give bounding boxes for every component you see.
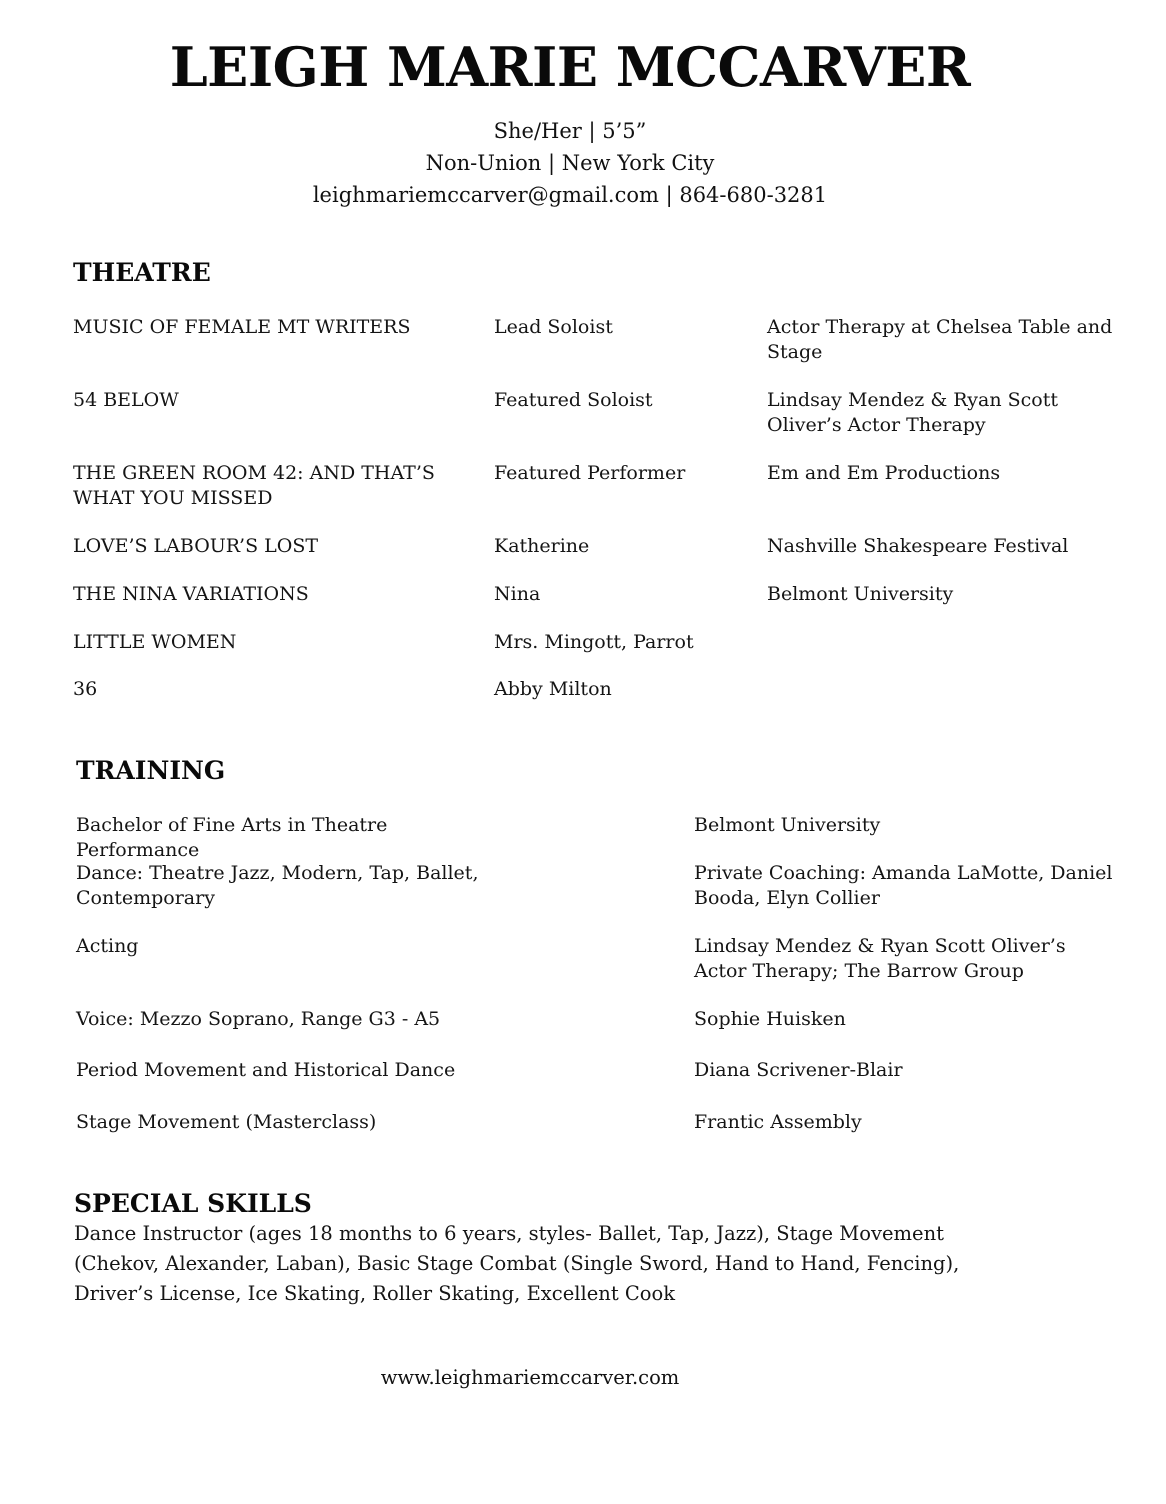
skills-heading: SPECIAL SKILLS [74, 1189, 312, 1218]
theatre-role: Mrs. Mingott, Parrot [494, 631, 694, 653]
theatre-company: Nashville Shakespeare Festival [767, 535, 1069, 557]
training-subject: Acting [76, 935, 139, 957]
pronouns-height: She/Her | 5’5” [493, 119, 647, 143]
theatre-role: Featured Performer [494, 462, 686, 484]
training-teacher: Lindsay Mendez & Ryan Scott Oliver’s Actor Therapy; The Barrow Group [694, 935, 1066, 982]
theatre-role: Abby Milton [494, 678, 612, 700]
theatre-role: Katherine [494, 535, 590, 557]
training-teacher: Diana Scrivener-Blair [694, 1059, 903, 1081]
theatre-title: THE NINA VARIATIONS [73, 583, 309, 605]
training-subject: Period Movement and Historical Dance [76, 1059, 456, 1081]
training-teacher: Frantic Assembly [694, 1111, 862, 1133]
training-subject: Stage Movement (Masterclass) [76, 1111, 377, 1133]
theatre-company: Lindsay Mendez & Ryan Scott Oliver’s Actor Therapy [767, 389, 1058, 436]
theatre-title: MUSIC OF FEMALE MT WRITERS [73, 316, 411, 338]
theatre-role: Featured Soloist [494, 389, 653, 411]
theatre-role: Nina [494, 583, 541, 605]
resume-name: LEIGH MARIE MCCARVER [169, 35, 971, 99]
website-link[interactable]: www.leighmariemccarver.com [380, 1366, 680, 1389]
theatre-title: THE GREEN ROOM 42: AND THAT’S WHAT YOU MISSED [73, 462, 435, 509]
theatre-company: Actor Therapy at Chelsea Table and Stage [767, 316, 1113, 363]
union-location: Non-Union | New York City [425, 151, 715, 175]
training-subject: Dance: Theatre Jazz, Modern, Tap, Ballet, Contemporary [76, 862, 479, 909]
theatre-title: LITTLE WOMEN [73, 631, 237, 653]
theatre-heading: THEATRE [73, 258, 211, 287]
training-heading: TRAINING [76, 756, 226, 785]
theatre-title: 36 [73, 678, 98, 700]
email-phone: leighmariemccarver@gmail.com | 864-680-3281 [312, 183, 828, 207]
theatre-company: Em and Em Productions [767, 462, 1001, 484]
theatre-title: 54 BELOW [73, 389, 179, 411]
theatre-title: LOVE’S LABOUR’S LOST [73, 535, 319, 557]
theatre-role: Lead Soloist [494, 316, 613, 338]
training-subject: Voice: Mezzo Soprano, Range G3 - A5 [76, 1008, 441, 1030]
training-teacher: Belmont University [694, 814, 881, 836]
training-teacher: Private Coaching: Amanda LaMotte, Daniel Booda, Elyn Collier [694, 862, 1113, 909]
training-teacher: Sophie Huisken [694, 1008, 846, 1030]
training-subject: Bachelor of Fine Arts in Theatre Performance [76, 814, 388, 861]
theatre-company: Belmont University [767, 583, 954, 605]
skills-text: Dance Instructor (ages 18 months to 6 years, styles- Ballet, Tap, Jazz), Stage Movement (Chekov, Alexander, Laban), Basic Stage Combat (Single Sword, Hand to Hand, Fencing), Driver’s License, Ice Skating, Roller Skating, Excellent Cook [74, 1222, 960, 1305]
